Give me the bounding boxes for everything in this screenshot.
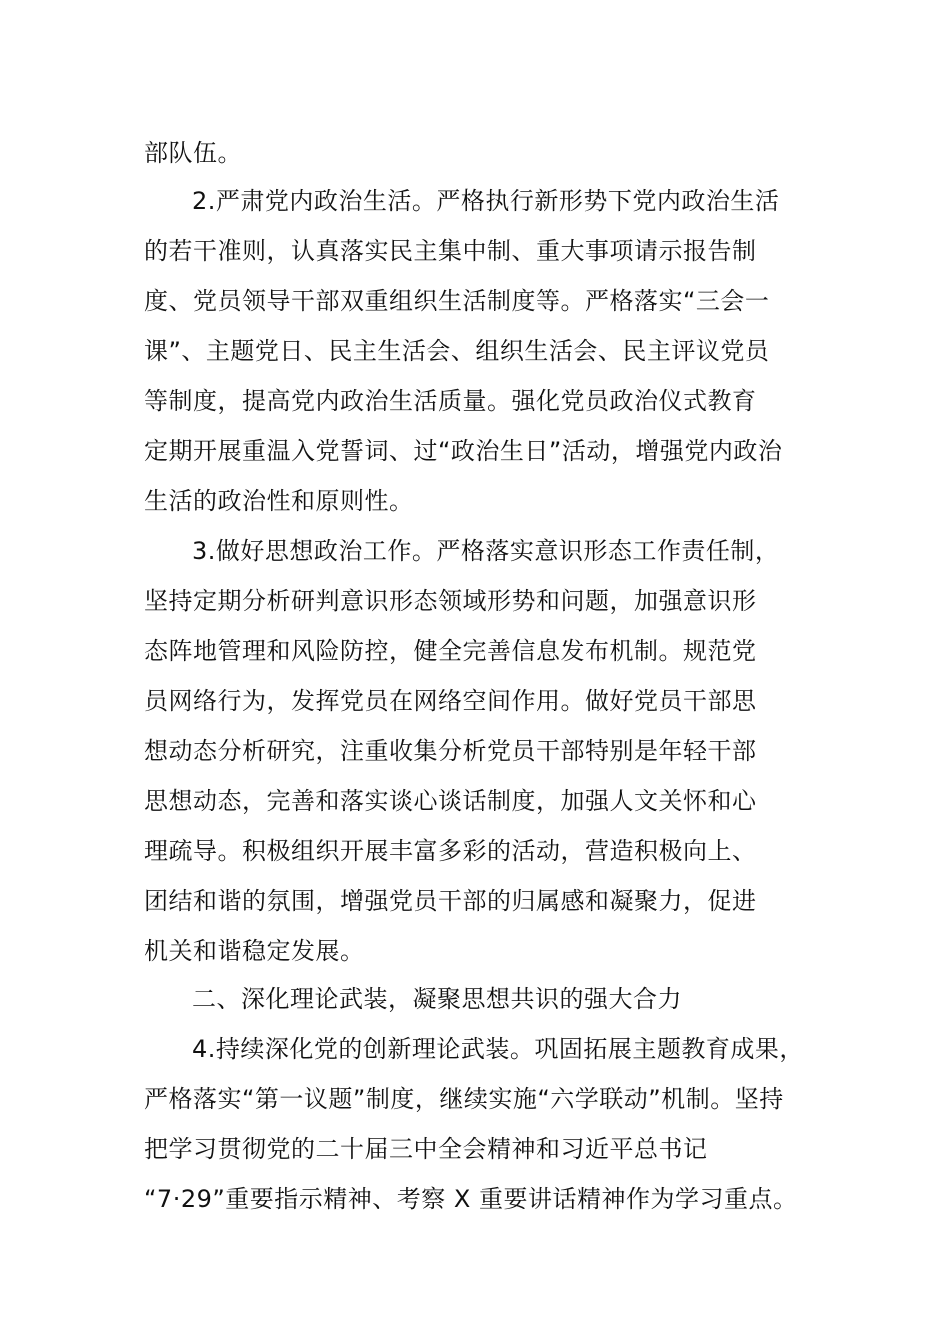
- text-line: 理疏导。积极组织开展丰富多彩的活动，营造积极向上、: [144, 837, 757, 865]
- paragraph-heading-3: 3.做好思想政治工作。严格落实意识形态工作责任制，: [192, 537, 780, 565]
- text-line: 部队伍。: [144, 139, 242, 167]
- text-line: 机关和谐稳定发展。: [144, 937, 365, 965]
- text-line: 思想动态，完善和落实谈心谈话制度，加强人文关怀和心: [144, 787, 757, 815]
- text-line: 定期开展重温入党誓词、过“政治生日”活动，增强党内政治: [144, 437, 783, 465]
- section-heading: 二、深化理论武装，凝聚思想共识的强大合力: [192, 985, 682, 1013]
- text-line: 想动态分析研究，注重收集分析党员干部特别是年轻干部: [144, 737, 757, 765]
- text-line: 严格落实“第一议题”制度，继续实施“六学联动”机制。坚持: [144, 1085, 784, 1113]
- text-line: 课”、主题党日、民主生活会、组织生活会、民主评议党员: [144, 337, 770, 365]
- text-line: “7·29”重要指示精神、考察 X 重要讲话精神作为学习重点。: [144, 1185, 798, 1213]
- text-line: 团结和谐的氛围，增强党员干部的归属感和凝聚力，促进: [144, 887, 757, 915]
- paragraph-heading-4: 4.持续深化党的创新理论武装。巩固拓展主题教育成果，: [192, 1035, 804, 1063]
- text-line: 生活的政治性和原则性。: [144, 487, 414, 515]
- text-line: 坚持定期分析研判意识形态领域形势和问题，加强意识形: [144, 587, 757, 615]
- text-line: 的若干准则，认真落实民主集中制、重大事项请示报告制: [144, 237, 757, 265]
- text-line: 度、党员领导干部双重组织生活制度等。严格落实“三会一: [144, 287, 770, 315]
- text-line: 态阵地管理和风险防控，健全完善信息发布机制。规范党: [144, 637, 757, 665]
- text-line: 等制度，提高党内政治生活质量。强化党员政治仪式教育: [144, 387, 757, 415]
- text-line: 员网络行为，发挥党员在网络空间作用。做好党员干部思: [144, 687, 757, 715]
- paragraph-heading-2: 2.严肃党内政治生活。严格执行新形势下党内政治生活: [192, 187, 780, 215]
- text-line: 把学习贯彻党的二十届三中全会精神和习近平总书记: [144, 1135, 708, 1163]
